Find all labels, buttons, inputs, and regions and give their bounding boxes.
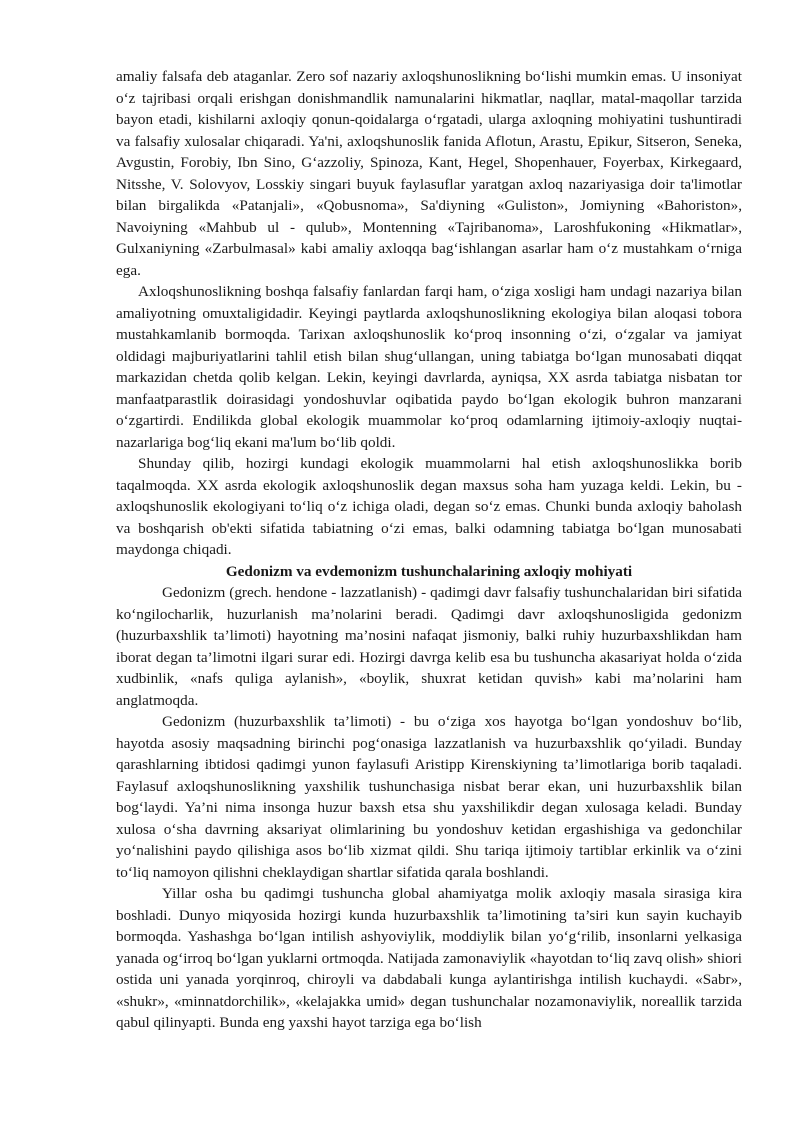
document-page	[116, 66, 742, 1034]
paragraph-continuation: amaliy falsafa deb ataganlar. Zero sof nazariy axloqshunoslikning bo‘lishi mumkin emas. U insoniyat o‘z tajribasi orqali erishgan donishmandlik namunalarini hikmatlar, naqllar, matal-maqollar tarzida bayon etadi, kishilarni axloqiy qonun-qoidalarga o‘rgatadi, ularga axloqning mohiyatini tushuntiradi va falsafiy xulosalar chiqaradi. Ya'ni, axloqshunoslik fanida Aflotun, Arastu, Epikur, Sitseron, Seneka, Avgustin, Forobiy, Ibn Sino, G‘azzoliy, Spinoza, Kant, Hegel, Shopenhauer, Foyerbax, Kirkegaard, Nitsshe, V. Solovyov, Losskiy singari buyuk faylasuflar yaratgan axloq nazariyasiga doir ta'limotlar bilan birgalikda «Patanjali», «Qobusnoma», Sa'diyning «Guliston», Jomiyning «Bahoriston», Navoiyning «Mahbub ul - qulub», Montenning «Tajribanoma», Laroshfukoning «Hikmatlar», Gulxaniyning «Zarbulmasal» kabi amaliy axloqqa bag‘ishlangan asarlar ham o‘z mustahkam o‘rniga ega.	[116, 68, 742, 279]
paragraph-gedonizm-definition: Gedonizm (grech. hendone - lazzatlanish) - qadimgi davr falsafiy tushunchalaridan biri sifatida ko‘ngilocharlik, huzurlanish ma’nolarini beradi. Qadimgi davr axloqshunosligida gedonizm (huzurbaxshlik ta’limoti) hayotning ma’nosini nafaqat jismoniy, balki ruhiy huzurbaxshlikdan ham iborat degan ta’limotni ilgari surar edi. Hozirgi davrga kelib esa bu tushuncha akasariyat holda o‘zida xudbinlik, «nafs quliga aylanish», «boylik, shuxrat ketidan quvish» kabi ma’nolarini ham anglatmoqda.	[116, 584, 742, 709]
paragraph-ekologik-muammolar: Shunday qilib, hozirgi kundagi ekologik muammolarni hal etish axloqshunoslikka borib taqalmoqda. XX asrda ekologik axloqshunoslik degan maxsus soha ham yuzaga keldi. Lekin, bu - axloqshunoslik ekologiyani to‘liq o‘z ichiga oladi, degan so‘z emas. Chunki bunda axloqiy baholash va boshqarish ob'ekti sifatida tabiatning o‘zi emas, balki odamning tabiatga bo‘lgan munosabati maydonga chiqadi.	[116, 455, 742, 558]
paragraph-axloqshunoslik-farqi: Axloqshunoslikning boshqa falsafiy fanlardan farqi ham, o‘ziga xosligi ham undagi nazariya bilan amaliyotning omuxtaligidadir. Keyingi paytlarda axloqshunoslikning ekologiya bilan aloqasi tobora mustahkamlanib bormoqda. Tarixan axloqshunoslik ko‘proq insonning o‘zi, o‘zgalar va jamiyat oldidagi majburiyatlarini tahlil etish bilan shug‘ullangan, uning tabiatga bo‘lgan munosabati diqqat markazidan chetda qolib kelgan. Lekin, keyingi davrlarda, ayniqsa, XX asrda tabiatga nisbatan tor manfaatparastlik doirasidagi yondoshuvlar oqibatida paydo bo‘lgan ekologik buhron manzarani o‘zgartirdi. Endilikda global ekologik muammolar ko‘proq odamlarning ijtimoiy-axloqiy nuqtai-nazarlariga bog‘liq ekani ma'lum bo‘lib qoldi.	[116, 283, 742, 451]
paragraph-gedonizm-talimoti: Gedonizm (huzurbaxshlik ta’limoti) - bu o‘ziga xos hayotga bo‘lgan yondoshuv bo‘lib, hayotda asosiy maqsadning birinchi pog‘onasiga lazzatlanish va huzurbaxshlik qo‘yiladi. Bunday qarashlarning ibtidosi qadimgi yunon faylasufi Aristipp Kirenskiyning ta’limotlariga borib taqaladi. Faylasuf axloqshunoslikning yaxshilik tushunchasiga nisbat berar ekan, uni huzurbaxshlik bilan bog‘laydi. Ya’ni nima insonga huzur baxsh etsa shu yaxshilikdir degan xulosaga keladi. Bunday xulosa o‘sha davrning aksariyat olimlarining bu yondoshuv ketidan ergashishiga va gedonchilar yo‘nalishini paydo qilishiga asos bo‘lib xizmat qildi. Shu tariqa ijtimoiy tartiblar erkinlik va o‘zini to‘liq namoyon qilishni cheklaydigan shartlar sifatida qarala boshlandi.	[116, 713, 742, 881]
paragraph-yillar-osha: Yillar osha bu qadimgi tushuncha global ahamiyatga molik axloqiy masala sirasiga kira boshladi. Dunyo miqyosida hozirgi kunda huzurbaxshlik ta’limotining ta’siri kun sayin kuchayib bormoqda. Yashashga bo‘lgan intilish ashyoviylik, moddiylik bilan yo‘g‘rilib, insonlarni yelkasiga yanada og‘irroq bo‘lgan yuklarni ortmoqda. Natijada zamonaviylik «hayotdan to‘liq zavq olish» shiori ostida uni yanada yorqinroq, chiroyli va dabdabali kunga aylantirishga intilish kuchaydi. «Sabr», «shukr», «minnatdorchilik», «kelajakka umid» degan tushunchalar nozamonaviylik, noreallik tarzida qabul qilinyapti. Bunda eng yaxshi hayot tarziga ega bo‘lish	[116, 885, 742, 1031]
section-heading: Gedonizm va evdemonizm tushunchalarining axloqiy mohiyati	[225, 562, 633, 580]
